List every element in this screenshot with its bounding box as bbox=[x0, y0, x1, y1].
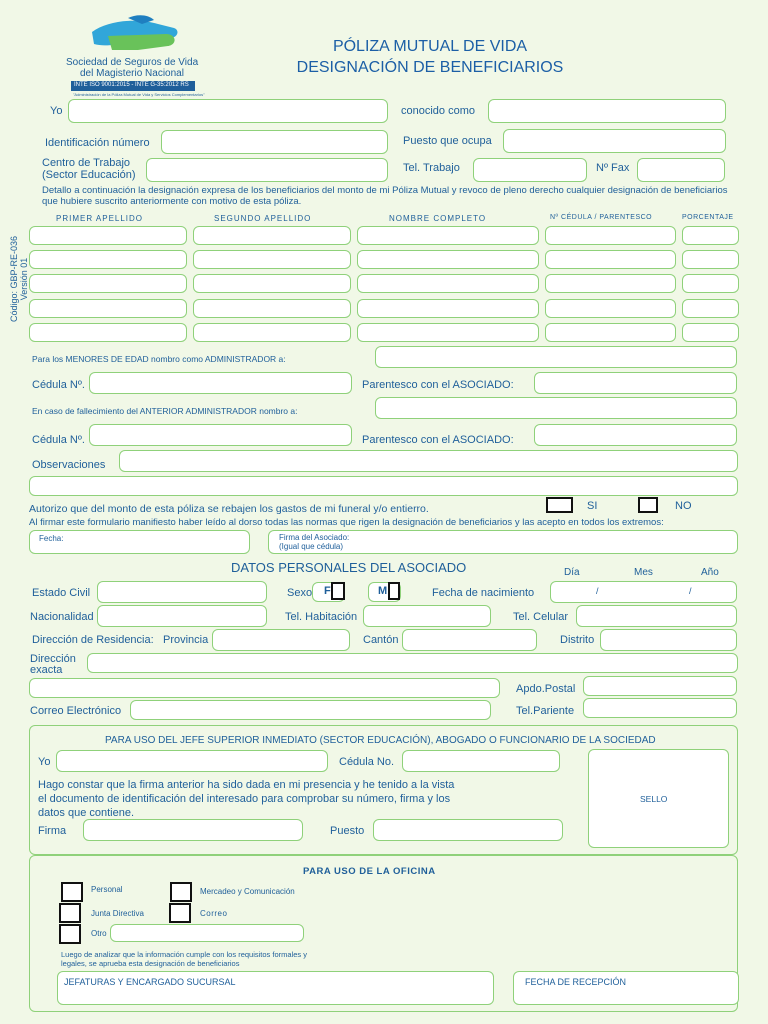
tel-trabajo-input[interactable] bbox=[473, 158, 587, 182]
mercadeo-checkbox[interactable] bbox=[170, 882, 192, 902]
personal-section-title: DATOS PERSONALES DEL ASOCIADO bbox=[231, 560, 467, 575]
cedula-admin-input[interactable] bbox=[89, 372, 352, 394]
canton-input[interactable] bbox=[402, 629, 537, 651]
jefe-texto-1: Hago constar que la firma anterior ha sido dada en mi presencia y he tenido a la vista bbox=[38, 779, 455, 791]
mes-label: Mes bbox=[634, 567, 653, 578]
nacionalidad-input[interactable] bbox=[97, 605, 267, 627]
otro-label: Otro bbox=[91, 929, 107, 938]
porcentaje-input[interactable] bbox=[682, 226, 739, 245]
fax-input[interactable] bbox=[637, 158, 725, 182]
cedula-parentesco-input[interactable] bbox=[545, 323, 676, 342]
cedula-parentesco-input[interactable] bbox=[545, 299, 676, 318]
conocido-label: conocido como bbox=[401, 105, 475, 117]
org-name-line1: Sociedad de Seguros de Vida bbox=[66, 57, 199, 68]
side-version bbox=[19, 229, 29, 329]
anio-label: Año bbox=[701, 567, 719, 578]
conocido-input[interactable] bbox=[488, 99, 726, 123]
fecha-recepcion-label: FECHA DE RECEPCIÓN bbox=[525, 977, 627, 987]
cedula-admin2-label: Cédula Nº. bbox=[32, 434, 85, 446]
col-porcentaje: PORCENTAJE bbox=[682, 214, 734, 221]
fallecimiento-label: En caso de fallecimiento del ANTERIOR ADMINISTRADOR nombro a: bbox=[32, 406, 298, 416]
jefe-cedula-label: Cédula No. bbox=[339, 756, 395, 768]
otro-input[interactable] bbox=[110, 924, 304, 942]
estado-civil-label: Estado Civil bbox=[32, 587, 91, 599]
col-cedula-parentesco: Nº CÉDULA / PARENTESCO bbox=[550, 214, 653, 221]
distrito-input[interactable] bbox=[600, 629, 737, 651]
primer-apellido-input[interactable] bbox=[29, 299, 187, 318]
si-label: SI bbox=[587, 500, 598, 512]
apdo-postal-label: Apdo.Postal bbox=[516, 683, 576, 695]
si-checkbox[interactable] bbox=[546, 497, 573, 513]
side-version-text: Versión 01 bbox=[19, 257, 29, 301]
cedula-admin2-input[interactable] bbox=[89, 424, 352, 446]
correo-oficina-label: Correo bbox=[200, 909, 228, 918]
primer-apellido-input[interactable] bbox=[29, 323, 187, 342]
date-slash-2: / bbox=[689, 586, 692, 596]
puesto-label: Puesto que ocupa bbox=[403, 135, 492, 147]
yo-label: Yo bbox=[50, 105, 63, 117]
cedula-admin-label: Cédula Nº. bbox=[32, 379, 85, 391]
segundo-apellido-input[interactable] bbox=[193, 299, 351, 318]
sexo-label: Sexo bbox=[287, 587, 313, 599]
col-nombre-completo: NOMBRE COMPLETO bbox=[389, 214, 487, 223]
correo-label: Correo Electrónico bbox=[30, 705, 122, 717]
statement-text: Al firmar este formulario manifiesto haber leído al dorso todas las normas que rigen la designación de beneficiarios y las acepto en todos los extremos: bbox=[29, 517, 664, 528]
provincia-input[interactable] bbox=[212, 629, 350, 651]
junta-checkbox[interactable] bbox=[59, 903, 81, 923]
jefe-firma-label: Firma bbox=[38, 825, 67, 837]
tel-habitacion-label: Tel. Habitación bbox=[285, 611, 358, 623]
observaciones-input[interactable] bbox=[119, 450, 738, 472]
jefe-firma-input[interactable] bbox=[83, 819, 303, 841]
no-label: NO bbox=[675, 500, 692, 512]
tel-celular-label: Tel. Celular bbox=[513, 611, 569, 623]
tel-trabajo-label: Tel. Trabajo bbox=[403, 162, 460, 174]
direccion-exacta-input[interactable] bbox=[87, 653, 738, 673]
cedula-parentesco-input[interactable] bbox=[545, 250, 676, 269]
jefe-puesto-label: Puesto bbox=[330, 825, 365, 837]
jefe-cedula-input[interactable] bbox=[402, 750, 560, 772]
observaciones-input-2[interactable] bbox=[29, 476, 738, 496]
direccion-exacta-label-1: Dirección bbox=[30, 653, 76, 665]
sexo-m-checkbox[interactable] bbox=[388, 582, 400, 600]
parentesco-admin-input[interactable] bbox=[534, 372, 737, 394]
firma-asociado-label: Firma del Asociado: bbox=[279, 533, 350, 542]
sello-label: SELLO bbox=[640, 794, 668, 804]
primer-apellido-input[interactable] bbox=[29, 226, 187, 245]
primer-apellido-input[interactable] bbox=[29, 274, 187, 293]
parentesco-admin2-label: Parentesco con el ASOCIADO: bbox=[362, 434, 514, 446]
junta-label: Junta Directiva bbox=[91, 909, 144, 918]
side-code bbox=[9, 229, 19, 329]
centro-label-1: Centro de Trabajo bbox=[42, 157, 131, 169]
tel-pariente-input[interactable] bbox=[583, 698, 737, 718]
funeral-authorization-text: Autorizo que del monto de esta póliza se rebajen los gastos de mi funeral y/o entierro. bbox=[29, 503, 429, 515]
col-primer-apellido: PRIMER APELLIDO bbox=[56, 214, 144, 223]
jefe-yo-label: Yo bbox=[38, 756, 51, 768]
col-segundo-apellido: SEGUNDO APELLIDO bbox=[214, 214, 312, 223]
nombre-input[interactable] bbox=[357, 226, 539, 245]
oficina-nota-2: legales, se aprueba esta designación de beneficiarios bbox=[61, 959, 240, 968]
jefe-texto-3: datos que contiene. bbox=[38, 807, 135, 819]
jefe-section-title: PARA USO DEL JEFE SUPERIOR INMEDIATO (SECTOR EDUCACIÓN), ABOGADO O FUNCIONARIO DE LA SOCIEDAD bbox=[105, 735, 656, 746]
oficina-section-title: PARA USO DE LA OFICINA bbox=[303, 866, 436, 877]
distrito-label: Distrito bbox=[560, 634, 595, 646]
no-checkbox[interactable] bbox=[638, 497, 658, 513]
cedula-parentesco-input[interactable] bbox=[545, 226, 676, 245]
nombre-input[interactable] bbox=[357, 274, 539, 293]
segundo-apellido-input[interactable] bbox=[193, 250, 351, 269]
jefe-texto-2: el documento de identificación del interesado para comprobar su número, firma y los bbox=[38, 793, 451, 805]
jefe-puesto-input[interactable] bbox=[373, 819, 563, 841]
segundo-apellido-input[interactable] bbox=[193, 323, 351, 342]
correo-checkbox[interactable] bbox=[169, 903, 191, 923]
porcentaje-input[interactable] bbox=[682, 323, 739, 342]
canton-label: Cantón bbox=[363, 634, 399, 646]
oficina-nota-1: Luego de analizar que la información cumple con los requisitos formales y bbox=[61, 950, 307, 959]
provincia-label: Provincia bbox=[163, 634, 209, 646]
form-title-2: DESIGNACIÓN DE BENEFICIARIOS bbox=[296, 59, 564, 76]
nacionalidad-label: Nacionalidad bbox=[30, 611, 94, 623]
jefaturas-label: JEFATURAS Y ENCARGADO SUCURSAL bbox=[64, 977, 236, 987]
direccion-exacta-label-2: exacta bbox=[30, 664, 63, 676]
estado-civil-input[interactable] bbox=[97, 581, 267, 603]
puesto-input[interactable] bbox=[503, 129, 726, 153]
declaration-text: Detallo a continuación la designación expresa de los beneficiarios del monto de mi Póliza Mutual y revoco de pleno derecho cualquier designación de beneficiarios que hubiere suscrito anteriormente con motivo de esta póliza. bbox=[42, 185, 728, 207]
porcentaje-input[interactable] bbox=[682, 250, 739, 269]
segundo-apellido-input[interactable] bbox=[193, 274, 351, 293]
sexo-f-checkbox[interactable] bbox=[331, 582, 345, 600]
fecha-nacimiento-label: Fecha de nacimiento bbox=[432, 587, 535, 599]
otro-checkbox[interactable] bbox=[59, 924, 81, 944]
apdo-postal-input[interactable] bbox=[583, 676, 737, 696]
primer-apellido-input[interactable] bbox=[29, 250, 187, 269]
direccion-exacta-input-2[interactable] bbox=[29, 678, 500, 698]
tel-habitacion-input[interactable] bbox=[363, 605, 491, 627]
jefe-yo-input[interactable] bbox=[56, 750, 328, 772]
centro-label-2: (Sector Educación) bbox=[42, 169, 136, 181]
parentesco-admin-label: Parentesco con el ASOCIADO: bbox=[362, 379, 514, 391]
cedula-parentesco-input[interactable] bbox=[545, 274, 676, 293]
menores-label: Para los MENORES DE EDAD nombro como ADMINISTRADOR a: bbox=[32, 354, 286, 364]
logo bbox=[88, 14, 188, 59]
org-name-line2: del Magisterio Nacional bbox=[80, 68, 184, 79]
nombre-input[interactable] bbox=[357, 323, 539, 342]
identificacion-input[interactable] bbox=[161, 130, 388, 154]
mercadeo-label: Mercadeo y Comunicación bbox=[200, 887, 295, 896]
direccion-label: Dirección de Residencia: bbox=[32, 634, 154, 646]
centro-input[interactable] bbox=[146, 158, 388, 182]
observaciones-label: Observaciones bbox=[32, 459, 106, 471]
tel-pariente-label: Tel.Pariente bbox=[516, 705, 575, 717]
personal-checkbox[interactable] bbox=[61, 882, 83, 902]
correo-input[interactable] bbox=[130, 700, 491, 720]
parentesco-admin2-input[interactable] bbox=[534, 424, 737, 446]
dia-label: Día bbox=[564, 567, 580, 578]
fecha-label: Fecha: bbox=[39, 534, 64, 543]
segundo-apellido-input[interactable] bbox=[193, 226, 351, 245]
porcentaje-input[interactable] bbox=[682, 299, 739, 318]
nombre-input[interactable] bbox=[357, 250, 539, 269]
sexo-f-label: F bbox=[324, 585, 331, 597]
nombre-input[interactable] bbox=[357, 299, 539, 318]
side-code-text: Código: GBP-RE-036 bbox=[9, 235, 19, 323]
date-slash-1: / bbox=[596, 586, 599, 596]
personal-label: Personal bbox=[91, 885, 123, 894]
fecha-nacimiento-input[interactable] bbox=[550, 581, 737, 603]
sexo-m-label: M bbox=[378, 585, 388, 597]
fax-label: Nº Fax bbox=[596, 162, 630, 174]
yo-input[interactable] bbox=[68, 99, 388, 123]
tagline: "Administración de la Póliza Mutual de Vida y Servicios Complementarios" bbox=[73, 92, 205, 97]
porcentaje-input[interactable] bbox=[682, 274, 739, 293]
administrador-input[interactable] bbox=[375, 346, 737, 368]
tel-celular-input[interactable] bbox=[576, 605, 737, 627]
form-title-1: PÓLIZA MUTUAL DE VIDA bbox=[332, 38, 528, 55]
identificacion-label: Identificación número bbox=[45, 137, 150, 149]
firma-asociado-sublabel: (Igual que cédula) bbox=[279, 542, 344, 551]
nuevo-administrador-input[interactable] bbox=[375, 397, 737, 419]
cert-text: INTE ISO 9001:2015 - INTE G-35:2012 RS bbox=[74, 82, 189, 88]
